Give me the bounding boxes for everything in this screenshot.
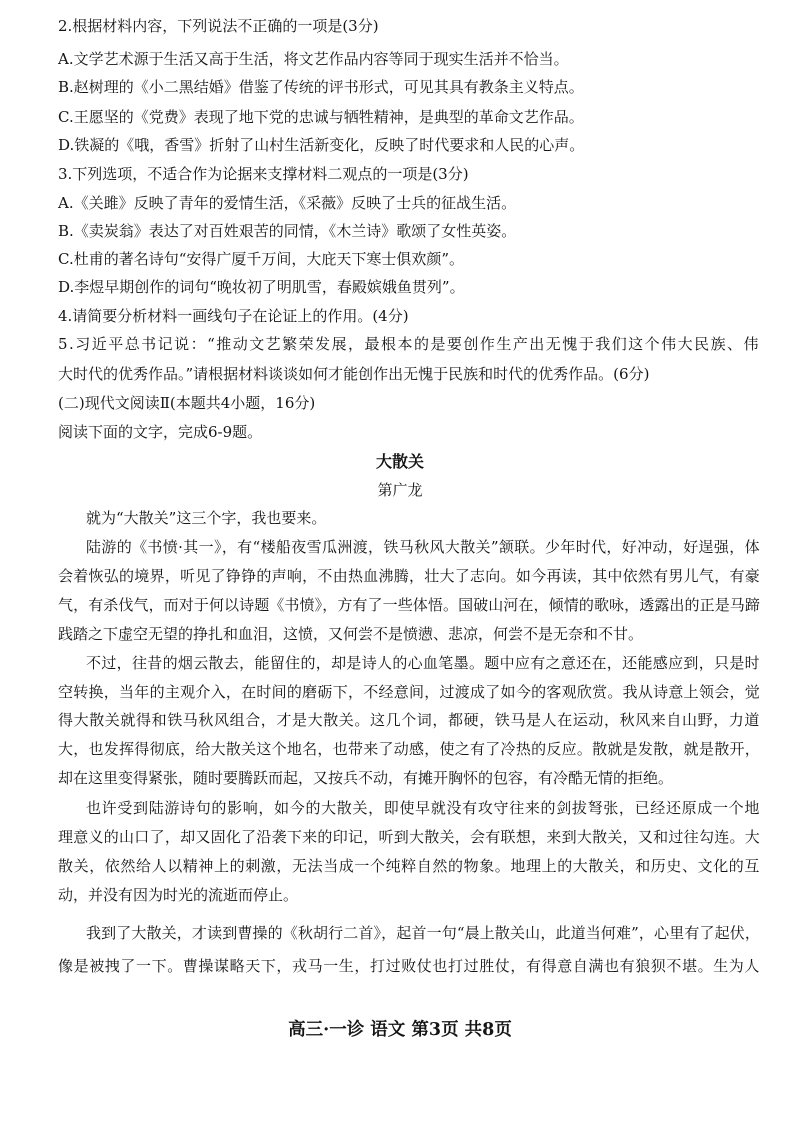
option-2a: A.文学艺术源于生活又高于生活，将文艺作品内容等同于现实生活并不恰当。 bbox=[58, 50, 569, 68]
question-5-line-1: 5.习近平总书记说：“推动文艺繁荣发展，最根本的是要创作生产出无愧于我们这个伟大民族、伟 bbox=[58, 335, 760, 353]
article-line: 像是被拽了一下。曹操谋略天下，戎马一生，打过败仗也打过胜仗，有得意自满也有狼狈不堪。生为人 bbox=[58, 957, 760, 975]
article-line: 大，也发挥得彻底，给大散关这个地名，也带来了动感，使之有了冷热的反应。散就是发散，就是散开， bbox=[58, 740, 760, 758]
article-line: 理意义的山口了，却又固化了沿袭下来的印记，听到大散关，会有联想，来到大散关，又和过往勾连。大 bbox=[58, 828, 760, 846]
article-line: 气，有杀伐气，而对于何以诗题《书愤》，方有了一些体悟。国破山河在，倾情的歌咏，透露出的正是马蹄 bbox=[58, 596, 760, 614]
option-3a: A.《关雎》反映了青年的爱情生活，《采薇》反映了士兵的征战生活。 bbox=[58, 194, 517, 212]
option-3d: D.李煜早期创作的词句“晚妆初了明肌雪，春殿嫔娥鱼贯列”。 bbox=[58, 278, 465, 296]
option-3c: C.杜甫的著名诗句“安得广厦千万间，大庇天下寒士俱欢颜”。 bbox=[58, 250, 465, 268]
option-2d: D.铁凝的《哦，香雪》折射了山村生活新变化，反映了时代要求和人民的心声。 bbox=[58, 136, 585, 154]
reading-instruction: 阅读下面的文字，完成6-9题。 bbox=[58, 423, 263, 441]
article-line: 空转换，当年的主观介入，在时间的磨砺下，不经意间，过渡成了如今的客观欣赏。我从诗意上领会，觉 bbox=[58, 683, 760, 701]
article-line: 动，并没有因为时光的流逝而停止。 bbox=[58, 886, 299, 904]
article-line: 践踏之下虚空无望的挣扎和血泪，这愤，又何尝不是愤懑、悲凉，何尝不是无奈和不甘。 bbox=[58, 625, 644, 643]
question-5-line-2: 大时代的优秀作品。”请根据材料谈谈如何才能创作出无愧于民族和时代的优秀作品。(6分) bbox=[58, 365, 650, 383]
option-2b: B.赵树理的《小二黑结婚》借鉴了传统的评书形式，可见其具有教条主义特点。 bbox=[58, 78, 584, 96]
article-line: 陆游的《书愤·其一》，有“楼船夜雪瓜洲渡，铁马秋风大散关”颔联。少年时代，好冲动，好逞强，体 bbox=[86, 538, 760, 556]
article-line: 我到了大散关，才读到曹操的《秋胡行二首》，起首一句“晨上散关山，此道当何难”，心里有了起伏， bbox=[86, 924, 760, 942]
article-author: 第广龙 bbox=[377, 481, 423, 499]
article-line: 得大散关就得和铁马秋风组合，才是大散关。这几个词，都硬，铁马是人在运动，秋风来自山野，力道 bbox=[58, 711, 760, 729]
option-2c: C.王愿坚的《党费》表现了地下党的忠诚与牺牲精神，是典型的革命文艺作品。 bbox=[58, 108, 584, 126]
option-3b: B.《卖炭翁》表达了对百姓艰苦的同情，《木兰诗》歌颂了女性英姿。 bbox=[58, 222, 517, 240]
article-line: 却在这里变得紧张，随时要腾跃而起，又按兵不动，有摊开胸怀的包容，有冷酷无情的拒绝。 bbox=[58, 769, 674, 787]
article-line: 不过，往昔的烟云散去，能留住的，却是诗人的心血笔墨。题中应有之意还在，还能感应到，只是时 bbox=[86, 654, 760, 672]
question-2-stem: 2.根据材料内容，下列说法不正确的一项是(3分) bbox=[58, 17, 379, 35]
article-line: 也许受到陆游诗句的影响，如今的大散关，即使早就没有攻守往来的剑拔弩张，已经还原成一个地 bbox=[86, 799, 760, 817]
page-footer: 高三·一诊 语文 第3页 共8页 bbox=[288, 1020, 512, 1040]
question-4: 4.请简要分析材料一画线句子在论证上的作用。(4分) bbox=[58, 307, 409, 325]
article-line: 就为“大散关”这三个字，我也要来。 bbox=[86, 509, 327, 527]
question-3-stem: 3.下列选项，不适合作为论据来支撑材料二观点的一项是(3分) bbox=[58, 165, 469, 183]
article-title: 大散关 bbox=[375, 452, 424, 471]
article-line: 散关，依然给人以精神上的刺激，无法当成一个纯粹自然的物象。地理上的大散关，和历史、文化的互 bbox=[58, 857, 760, 875]
section-heading: (二)现代文阅读Ⅱ(本题共4小题，16分) bbox=[58, 394, 316, 412]
article-line: 会着恢弘的境界，听见了铮铮的声响，不由热血沸腾，壮大了志向。如今再读，其中依然有男儿气，有豪 bbox=[58, 567, 760, 585]
